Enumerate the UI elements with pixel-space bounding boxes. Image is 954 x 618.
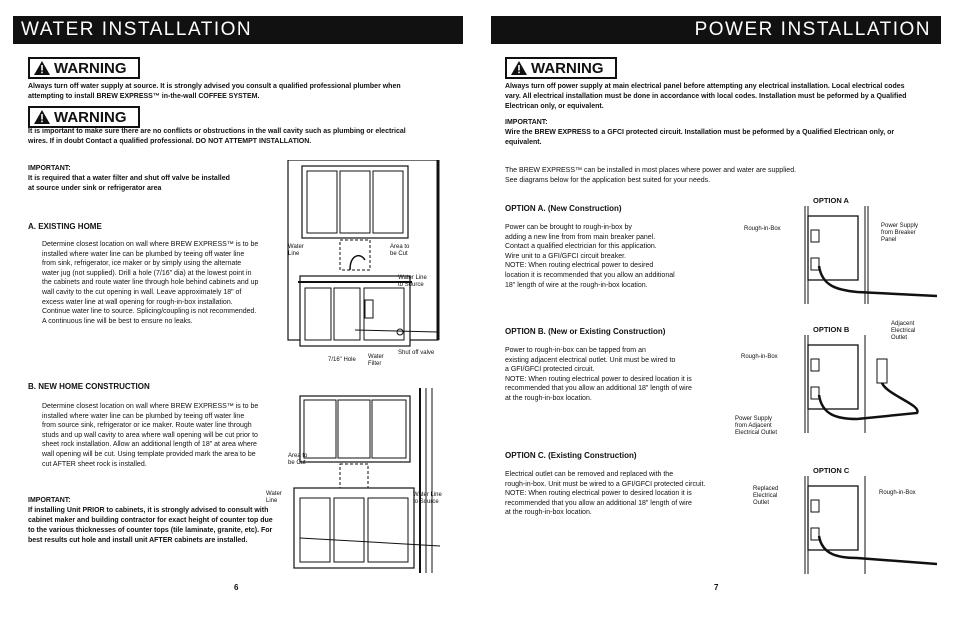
rough-in-box-label: Rough-in-Box — [744, 226, 781, 232]
option-a-diagram — [777, 206, 937, 306]
diagram-title: OPTION C — [813, 466, 850, 475]
section-b-title: B. NEW HOME CONSTRUCTION — [28, 382, 150, 391]
warning-label: WARNING — [531, 59, 604, 77]
hole-label: 7/16" Hole — [328, 357, 356, 363]
option-b-title: OPTION B. (New or Existing Construction) — [505, 327, 666, 336]
section-a-text: Determine closest location on wall where BREW EXPRESS™ is to be installed where water line can be plumbed by teeing off water line from sink, refrigerator, ice maker or by simply using the alternate water jug (not supplied). Drill a hole (7/16" dia) at the lowest point in the cabinets and route water line through hole behind cabinets and up wall cavity to the cut opening in wall. Leave approximately 18" of excess water line at wall opening for rough-in-box installation. Continue water line to source. Splicing/coupling is not recommended. A continuous line will be best to ensure no leaks. — [42, 241, 259, 325]
option-c-text: Electrical outlet can be removed and replaced with the rough-in-box. Unit must be wired to a GFI/GFCI protected circuit. NOTE: When routing electrical power to desired location it is recommended that you allow an additional 18" length of wire at the rough-in-box location. — [505, 471, 706, 517]
section-a-title: A. EXISTING HOME — [28, 222, 102, 231]
important-note: IMPORTANT: Wire the BREW EXPRESS to a GFCI protected circuit. Installation must be peformed by a Qualified Electrican only, or equivalent. — [505, 119, 895, 146]
warning-icon — [511, 61, 527, 75]
warning-text: Always turn off water supply at source. It is strongly advised you consult a qualified professional plumber when attempting to install BREW EXPRESS™ in-the-wall COFFEE SYSTEM. — [28, 83, 401, 100]
new-home-diagram — [280, 388, 450, 578]
warning-badge — [28, 106, 140, 128]
warning-icon — [34, 110, 50, 124]
warning-icon — [34, 61, 50, 75]
important-note: IMPORTANT: It is required that a water filter and shut off valve be installed at source under sink or refrigerator area — [28, 165, 230, 192]
rough-in-box-label: Rough-in-Box — [879, 490, 916, 496]
area-cut-label: Area to be Cut — [288, 453, 308, 466]
area-cut-label: Area to be Cut — [390, 244, 410, 257]
important-note: IMPORTANT: If installing Unit PRIOR to cabinets, it is strongly advised to consult with cabinet maker and building contractor for exact height of counter top due to the various thicknesses of counter tops (tile laminate, granite, etc). For best results cut hole and install unit AFTER cabinets are installed. — [28, 497, 273, 544]
existing-home-diagram — [280, 160, 440, 370]
replaced-outlet-label: Replaced Electrical Outlet — [753, 486, 779, 506]
water-filter-label: Water Filter — [368, 354, 384, 367]
warning-text: It is important to make sure there are no conflicts or obstructions in the wall cavity such as plumbing or electrical wires. If in doubt Contact a qualified professional. DO NOT ATTEMPT INSTALLATION. — [28, 128, 406, 145]
power-supply-label: Power Supply from Adjacent Electrical Outlet — [735, 416, 778, 436]
water-line-source-label: Water Line to Source — [398, 275, 427, 288]
option-c-title: OPTION C. (Existing Construction) — [505, 451, 637, 460]
diagram-title: OPTION B — [813, 325, 850, 334]
diagram-title: OPTION A — [813, 196, 849, 205]
option-b-diagram — [777, 335, 937, 435]
shut-off-label: Shut off valve — [398, 350, 435, 356]
warning-text: Always turn off power supply at main electrical panel before attempting any electrical installation. Local electrical codes vary. All electrical installation must be done in accordance with local codes. Installation must be peformed by a Qualified Electrican only, or equivalent. — [505, 83, 907, 110]
water-line-label: Water Line — [266, 491, 282, 504]
warning-badge — [28, 57, 140, 79]
warning-label: WARNING — [54, 59, 127, 77]
intro-text: The BREW EXPRESS™ can be installed in most places where power and water are supplied. See diagrams below for the application best suited for your needs. — [505, 167, 797, 184]
water-line-label: Water Line — [288, 244, 304, 257]
option-a-title: OPTION A. (New Construction) — [505, 204, 622, 213]
power-supply-label: Power Supply from Breaker Panel — [881, 223, 919, 243]
page-number: 7 — [714, 583, 719, 592]
page-number: 6 — [234, 583, 239, 592]
option-b-text: Power to rough-in-box can be tapped from an existing adjacent electrical outlet. Unit must be wired to a GFI/GFCI protected circuit. NOTE: When routing electrical power to desired location it is recommended that you allow an additional 18" length of wire at the rough-in-box location. — [505, 347, 692, 402]
water-line-source-label: Water Line to Source — [413, 492, 442, 505]
option-a-text: Power can be brought to rough-in-box by adding a new line from from main breaker panel. Contact a qualified electrician for this application. Wire unit to a GFI/GFCI circuit breaker. NOTE: When routing electrical power to desired location it is recommended that you allow an additional 18" length of wire at the rough-in-box location. — [505, 224, 675, 289]
adjacent-outlet-label: Adjacent Electrical Outlet — [891, 321, 916, 341]
page-title: POWER INSTALLATION — [491, 16, 941, 44]
warning-badge — [505, 57, 617, 79]
warning-label: WARNING — [54, 108, 127, 126]
section-b-text: Determine closest location on wall where BREW EXPRESS™ is to be installed where water line can be plumbed by teeing off water line from source sink, refrigerator or ice maker. Route water line through studs and up wall cavity to area where wall opening will be cut prior to sheet rock installation. Allow an additional length of 18" at area where wall opening will be cut. Using template provided mark the area to be cut AFTER sheet rock is installed. — [42, 403, 259, 468]
power-installation-page — [477, 0, 954, 618]
page-title: WATER INSTALLATION — [13, 16, 463, 44]
rough-in-box-label: Rough-in-Box — [741, 354, 778, 360]
